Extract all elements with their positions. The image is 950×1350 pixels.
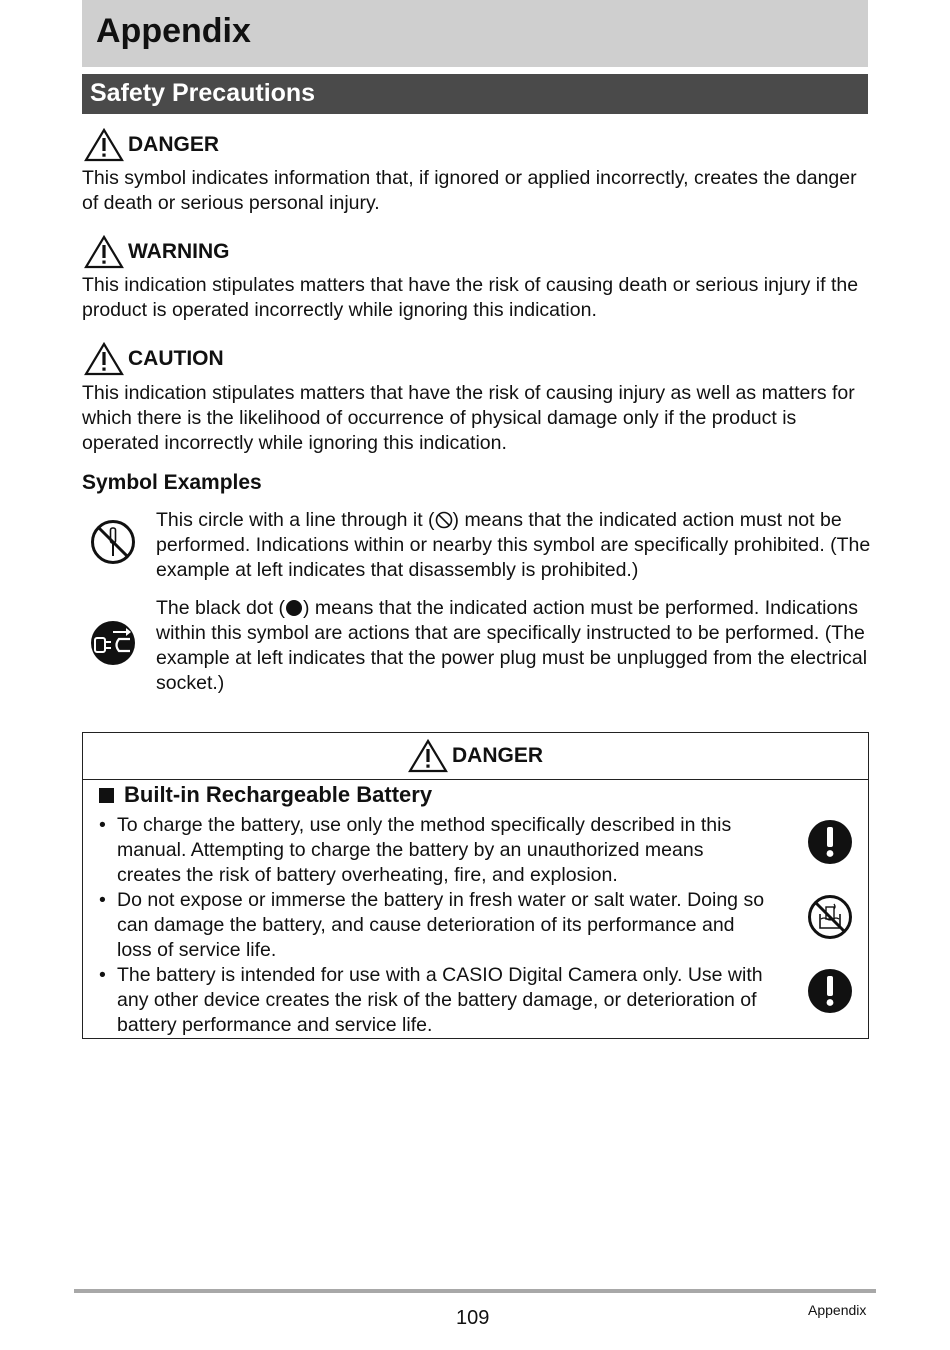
- caution-label: CAUTION: [128, 347, 224, 370]
- prohibition-circle-icon: [435, 511, 453, 529]
- danger-description: This symbol indicates information that, if ignored or applied incorrectly, creates the danger of death or serious personal injury.: [82, 167, 857, 214]
- black-dot-icon: [285, 599, 303, 617]
- page-number: 109: [456, 1307, 490, 1329]
- no-water-icon: [807, 894, 853, 940]
- warning-triangle-icon: [84, 235, 124, 269]
- warning-label: WARNING: [128, 240, 230, 263]
- caution-description: This indication stipulates matters that have the risk of causing injury as well as matters for which there is the likelihood of occurrence of physical damage only if the product is operated incorrectly while ignoring this indication.: [82, 382, 855, 454]
- battery-subheading: Built-in Rechargeable Battery: [99, 782, 432, 808]
- danger-label: DANGER: [128, 133, 220, 156]
- danger-box-label: DANGER: [451, 744, 543, 767]
- mandatory-symbol-explanation: The black dot ( ) means that the indicated action must be performed. Indications within this symbol are actions that are specifically instructed to be performed. (The example at left indicates that the power plug must be unplugged from the electrical socket.): [156, 597, 868, 694]
- exclamation-icon: [807, 819, 853, 865]
- chapter-title: Appendix: [96, 12, 251, 50]
- symbol-examples-heading: Symbol Examples: [82, 471, 262, 494]
- warning-triangle-icon: [84, 128, 124, 162]
- exclamation-icon: [807, 968, 853, 1014]
- warning-level-heading: [84, 235, 230, 269]
- list-item: • Do not expose or immerse the battery in fresh water or salt water. Doing so can damage the battery, and cause deterioration of its performance and loss of service life.: [99, 889, 765, 961]
- unplug-power-icon: [90, 620, 136, 666]
- warning-description: This indication stipulates matters that have the risk of causing death or serious injury if the product is operated incorrectly while ignoring this indication.: [82, 274, 859, 321]
- caution-level-heading: [84, 342, 224, 376]
- prohibited-symbol-explanation: This circle with a line through it ( ) means that the indicated action must not be performed. Indications within or nearby this symbol are specifically prohibited. (The example at left indicates that disassembly is prohibited.): [156, 509, 871, 581]
- footer-section-label: Appendix: [808, 1302, 867, 1318]
- danger-box-header: [83, 733, 868, 780]
- danger-box: [82, 732, 869, 1039]
- no-disassembly-icon: [90, 519, 136, 565]
- warning-triangle-icon: [408, 739, 448, 773]
- section-title: Safety Precautions: [90, 79, 316, 107]
- danger-level-heading: [84, 128, 219, 162]
- square-bullet-icon: [99, 788, 114, 803]
- warning-triangle-icon: [84, 342, 124, 376]
- list-item: • The battery is intended for use with a CASIO Digital Camera only. Use with any other device creates the risk of the battery damage, or deterioration of battery performance and service life.: [99, 964, 763, 1036]
- footer-divider: [74, 1289, 876, 1293]
- list-item: • To charge the battery, use only the method specifically described in this manual. Attempting to charge the battery by an unauthorized means creates the risk of battery overheating, fire, and explosion.: [99, 814, 732, 886]
